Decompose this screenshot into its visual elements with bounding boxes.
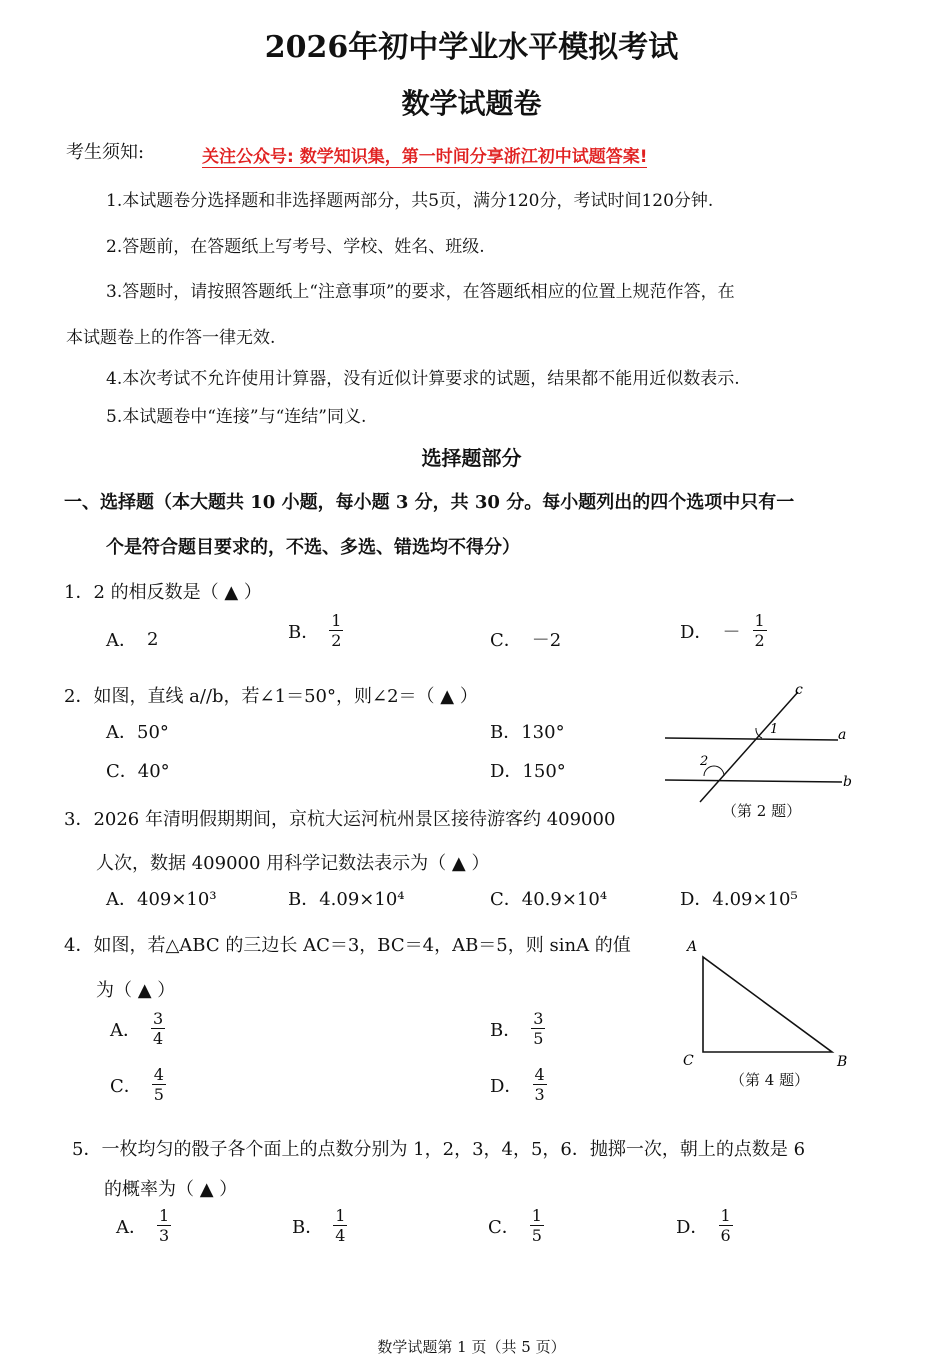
q4-c-fraction	[152, 1066, 166, 1103]
notice-item-5: 5.本试题卷中“连接”与“连结”同义.	[106, 407, 367, 427]
q4-stem-1: 4．如图，若△ABC 的三边长 AC＝3，BC＝4，AB＝5，则 sinA 的值	[64, 935, 631, 956]
q1-option-a	[106, 626, 158, 652]
notice-item-2: 2.答题前，在答题纸上写考号、学校、姓名、班级.	[106, 237, 485, 257]
q3-option-c: C．40.9×10⁴	[490, 889, 608, 910]
q1-d-denominator: 2	[754, 631, 765, 650]
q1-b-label: B．	[288, 621, 320, 643]
section-title: 选择题部分	[421, 446, 522, 470]
q2-option-b: B．130°	[490, 722, 565, 743]
q4-label-C: C	[683, 1053, 694, 1069]
q4-a-fraction	[151, 1010, 165, 1047]
q4-c-label: C．	[110, 1075, 142, 1097]
line-a	[665, 738, 838, 740]
q5-c-fraction	[530, 1207, 544, 1244]
q1-c-text: －2	[531, 630, 562, 651]
q4-figure	[675, 935, 855, 1070]
q5-c-numerator: 1	[531, 1206, 542, 1225]
q1-option-d	[680, 612, 767, 649]
q1-d-numerator: 1	[754, 611, 765, 630]
q4-caption: （第 4 题）	[730, 1071, 810, 1089]
q5-b-numerator: 1	[335, 1206, 346, 1225]
q3-stem-1: 3．2026 年清明假期期间，京杭大运河杭州景区接待游客约 409000	[64, 809, 616, 830]
exam-title: 2026年初中学业水平模拟考试	[264, 30, 679, 65]
q2-label-c: c	[795, 682, 803, 698]
q4-b-numerator: 3	[533, 1009, 544, 1028]
q5-d-numerator: 1	[720, 1206, 731, 1225]
q2-option-a: A．50°	[106, 722, 169, 743]
q5-b-denominator: 4	[335, 1226, 346, 1245]
q5-option-c	[488, 1207, 544, 1244]
q5-c-label: C．	[488, 1216, 520, 1238]
q2-label-2: 2	[700, 754, 709, 769]
page-footer: 数学试题第 1 页（共 5 页）	[377, 1338, 566, 1356]
q1-b-fraction	[329, 612, 343, 649]
q4-option-a	[110, 1010, 165, 1047]
q5-a-denominator: 3	[159, 1226, 170, 1245]
q5-b-label: B．	[292, 1216, 324, 1238]
q5-c-denominator: 5	[531, 1226, 542, 1245]
promo-banner: 关注公众号: 数学知识集，第一时间分享浙江初中试题答案!	[202, 142, 647, 168]
q1-c-label: C．	[490, 630, 522, 651]
q2-option-c: C．40°	[106, 761, 170, 782]
q1-option-b	[288, 612, 343, 649]
q4-stem-2: 为（ ▲ ）	[96, 980, 176, 1001]
q4-label-B: B	[837, 1054, 848, 1070]
section-instruction-2: 个是符合题目要求的，不选、多选、错选均不得分）	[106, 537, 520, 558]
q1-b-numerator: 1	[331, 611, 342, 630]
q5-a-fraction	[157, 1207, 171, 1244]
q4-d-numerator: 4	[534, 1065, 545, 1084]
q4-d-fraction	[532, 1066, 546, 1103]
triangle-abc	[703, 957, 832, 1052]
q4-option-d	[490, 1066, 547, 1103]
notice-item-3-cont: 本试题卷上的作答一律无效.	[66, 328, 276, 348]
q4-a-numerator: 3	[153, 1009, 164, 1028]
q5-stem-1: 5．一枚均匀的骰子各个面上的点数分别为 1，2，3，4，5，6．抛掷一次，朝上的点数是 6	[72, 1139, 806, 1160]
q2-stem: 2．如图，直线 a//b，若∠1＝50°，则∠2＝（ ▲ ）	[64, 686, 478, 707]
exam-subtitle: 数学试题卷	[401, 87, 542, 120]
q5-d-fraction	[718, 1207, 732, 1244]
q1-d-sign: －	[722, 621, 741, 643]
q3-option-b: B．4.09×10⁴	[288, 889, 405, 910]
q4-d-label: D．	[490, 1075, 523, 1097]
q3-option-a: A．409×10³	[106, 889, 217, 910]
q4-option-b	[490, 1010, 545, 1047]
q4-b-denominator: 5	[533, 1029, 544, 1048]
notice-item-1: 1.本试题卷分选择题和非选择题两部分，共5页，满分120分，考试时间120分钟.	[106, 191, 714, 211]
q4-b-label: B．	[490, 1019, 522, 1041]
line-b	[665, 780, 842, 782]
notice-label: 考生须知:	[66, 142, 145, 163]
q5-a-label: A．	[116, 1216, 147, 1238]
q4-d-denominator: 3	[534, 1085, 545, 1104]
q2-label-b: b	[843, 774, 852, 790]
q1-b-denominator: 2	[331, 631, 342, 650]
q5-stem-2: 的概率为（ ▲ ）	[104, 1179, 238, 1200]
q4-a-denominator: 4	[153, 1029, 164, 1048]
q3-option-d: D．4.09×10⁵	[680, 889, 798, 910]
q5-d-label: D．	[676, 1216, 709, 1238]
notice-item-4: 4.本次考试不允许使用计算器，没有近似计算要求的试题，结果都不能用近似数表示.	[106, 369, 740, 389]
line-c	[700, 692, 798, 802]
q5-option-d	[676, 1207, 733, 1244]
q2-caption: （第 2 题）	[722, 802, 802, 820]
q1-a-text: 2	[147, 628, 159, 650]
q1-a-label: A．	[106, 630, 137, 651]
q4-a-label: A．	[110, 1019, 141, 1041]
section-instruction-1: 一、选择题（本大题共 10 小题，每小题 3 分，共 30 分。每小题列出的四个选项中只有一	[64, 492, 795, 513]
q5-b-fraction	[333, 1207, 347, 1244]
q1-d-fraction	[752, 612, 766, 649]
q5-d-denominator: 6	[720, 1226, 731, 1245]
q1-stem: 1．2 的相反数是（ ▲ ）	[64, 582, 262, 603]
q4-b-fraction	[531, 1010, 545, 1047]
q1-option-c	[490, 626, 561, 652]
q4-c-denominator: 5	[153, 1085, 164, 1104]
q2-option-d: D．150°	[490, 761, 566, 782]
q1-d-label: D．	[680, 621, 713, 643]
notice-item-3: 3.答题时，请按照答题纸上“注意事项”的要求，在答题纸相应的位置上规范作答，在	[106, 282, 735, 302]
q2-label-1: 1	[770, 722, 779, 737]
q4-c-numerator: 4	[153, 1065, 164, 1084]
q4-option-c	[110, 1066, 166, 1103]
q2-label-a: a	[838, 727, 847, 743]
q4-label-A: A	[687, 939, 698, 955]
q5-option-a	[116, 1207, 171, 1244]
q5-a-numerator: 1	[159, 1206, 170, 1225]
q5-option-b	[292, 1207, 347, 1244]
q3-stem-2: 人次，数据 409000 用科学记数法表示为（ ▲ ）	[96, 853, 490, 874]
